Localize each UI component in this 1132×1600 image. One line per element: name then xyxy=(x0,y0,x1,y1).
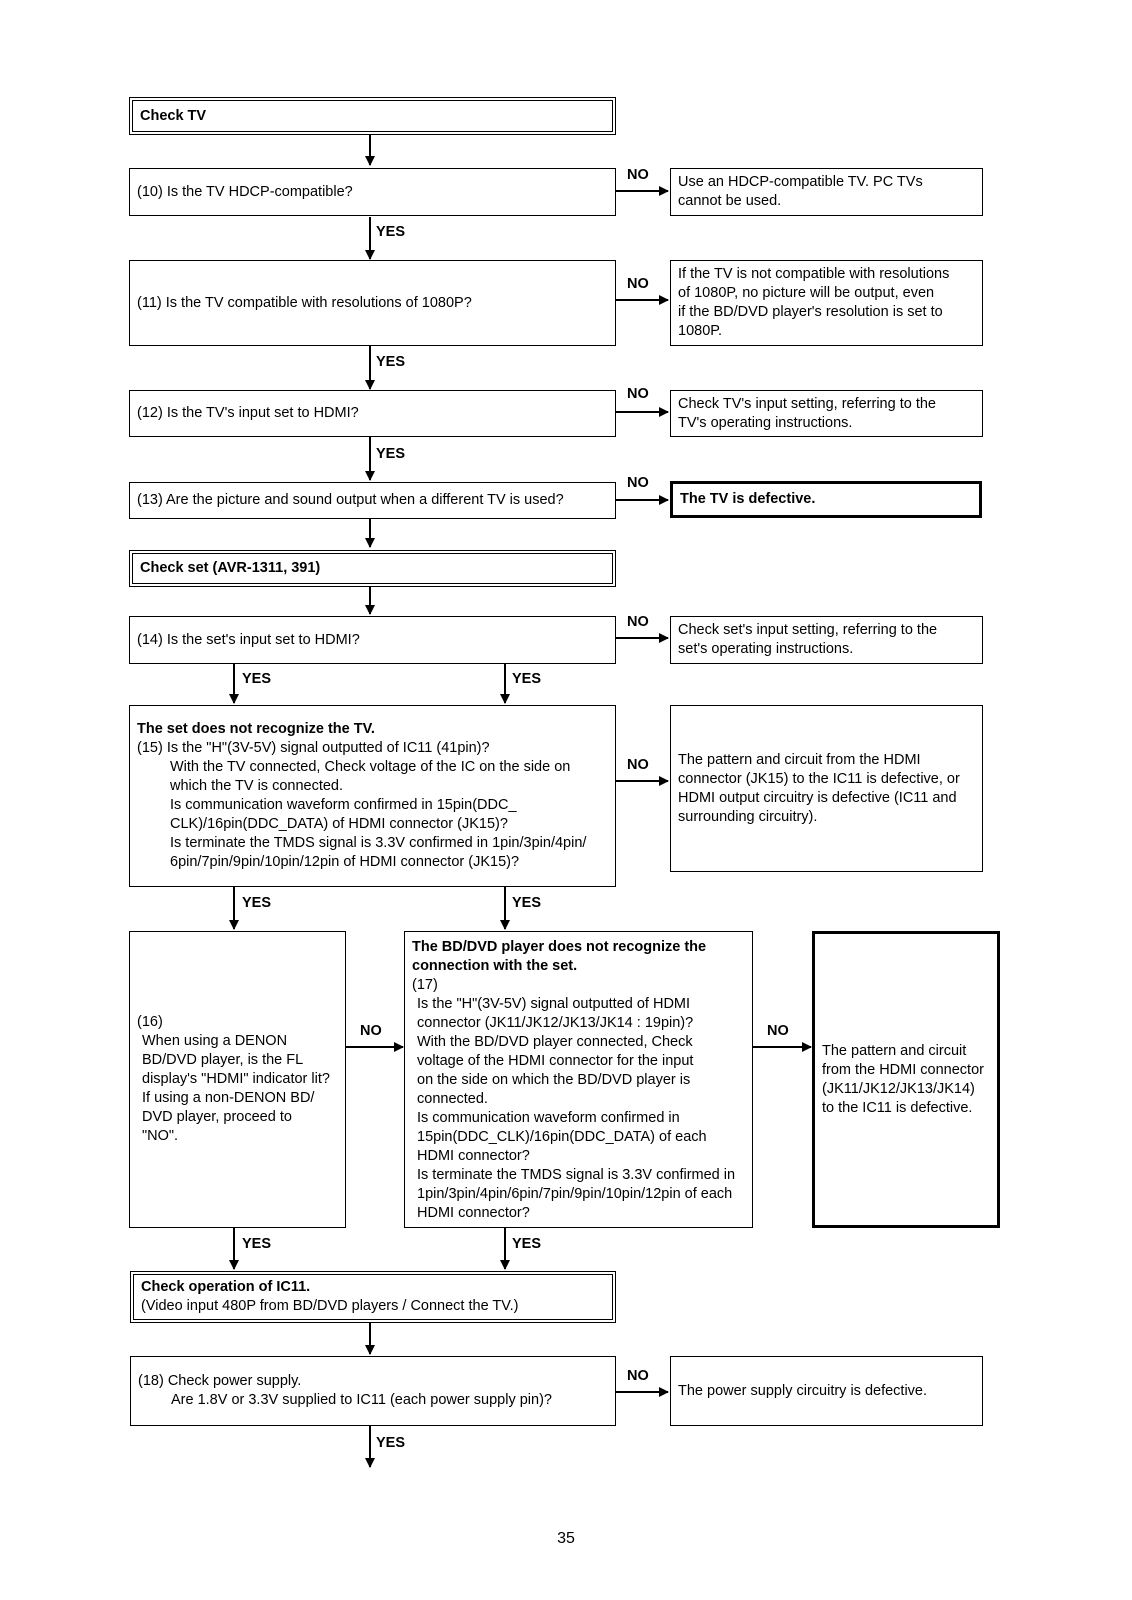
result-text: surrounding circuitry). xyxy=(678,809,818,825)
question-17-line: connector (JK11/JK12/JK13/JK14 : 19pin)? xyxy=(417,1015,694,1031)
no-label: NO xyxy=(627,475,649,491)
no-label: NO xyxy=(627,386,649,402)
result-14-no-box xyxy=(670,616,983,664)
result-text: set's operating instructions. xyxy=(678,641,854,657)
question-18-box xyxy=(130,1356,616,1426)
result-text: from the HDMI connector xyxy=(822,1061,984,1078)
question-15-line: With the TV connected, Check voltage of the IC on the side on xyxy=(170,759,571,775)
result-text: of 1080P, no picture will be output, even xyxy=(678,285,935,301)
question-17-box xyxy=(404,931,753,1228)
result-13-no-box xyxy=(670,481,982,518)
header-check-tv-label: Check TV xyxy=(140,107,207,124)
question-15-line: Is terminate the TMDS signal is 3.3V confirmed in 1pin/3pin/4pin/ xyxy=(170,835,587,851)
result-text: Check set's input setting, referring to the xyxy=(678,622,938,638)
question-18-line: Are 1.8V or 3.3V supplied to IC11 (each power supply pin)? xyxy=(171,1392,552,1408)
header-check-tv xyxy=(129,97,616,135)
no-label: NO xyxy=(767,1023,789,1039)
question-17-line: connected. xyxy=(417,1091,488,1107)
yes-label: YES xyxy=(242,1236,272,1252)
question-15-box xyxy=(129,705,616,887)
question-16-line: BD/DVD player, is the FL xyxy=(142,1052,304,1068)
result-text: connector (JK15) to the IC11 is defective, or xyxy=(678,771,960,787)
result-18-no-box xyxy=(670,1356,983,1426)
yes-label: YES xyxy=(376,446,406,462)
check-ic11-subtitle: (Video input 480P from BD/DVD players / Connect the TV.) xyxy=(141,1298,519,1314)
yes-label: YES xyxy=(376,354,406,370)
yes-label: YES xyxy=(512,1236,542,1252)
question-10-box xyxy=(129,168,616,216)
question-11-box xyxy=(129,260,616,346)
check-ic11-title: Check operation of IC11. xyxy=(141,1279,311,1295)
question-17-title: connection with the set. xyxy=(412,958,578,974)
question-15-line: (15) Is the "H"(3V-5V) signal outputted of IC11 (41pin)? xyxy=(137,740,490,756)
question-17-title: The BD/DVD player does not recognize the xyxy=(412,939,707,955)
no-label: NO xyxy=(627,614,649,630)
question-17-line: (17) xyxy=(412,977,438,993)
yes-label: YES xyxy=(376,1435,406,1451)
result-17-no-box xyxy=(812,931,1000,1228)
question-14-text: (14) Is the set's input set to HDMI? xyxy=(137,631,360,648)
question-13-box xyxy=(129,482,616,519)
no-label: NO xyxy=(360,1023,382,1039)
question-15-line: which the TV is connected. xyxy=(170,778,344,794)
question-15-line: Is communication waveform confirmed in 15pin(DDC_ xyxy=(170,797,517,813)
question-17-line: Is communication waveform confirmed in xyxy=(417,1110,680,1126)
header-check-ic11 xyxy=(130,1271,616,1323)
question-17-line: voltage of the HDMI connector for the input xyxy=(417,1053,694,1069)
result-text: if the BD/DVD player's resolution is set to xyxy=(678,304,943,320)
question-15-line: CLK)/16pin(DDC_DATA) of HDMI connector (JK15)? xyxy=(170,816,508,832)
question-17-line: Is the "H"(3V-5V) signal outputted of HDMI xyxy=(417,996,691,1012)
result-10-no-box xyxy=(670,168,983,216)
yes-label: YES xyxy=(242,671,272,687)
yes-label: YES xyxy=(376,224,406,240)
question-11-text: (11) Is the TV compatible with resolutions of 1080P? xyxy=(137,294,472,311)
header-check-set-label: Check set (AVR-1311, 391) xyxy=(140,560,321,576)
question-16-line: display's "HDMI" indicator lit? xyxy=(142,1071,330,1087)
question-17-line: 1pin/3pin/4pin/6pin/7pin/9pin/10pin/12pin of each xyxy=(417,1186,733,1202)
question-10-text: (10) Is the TV HDCP-compatible? xyxy=(137,183,353,200)
question-12-box xyxy=(129,390,616,437)
result-text: The pattern and circuit from the HDMI xyxy=(678,752,921,768)
yes-label: YES xyxy=(512,895,542,911)
no-label: NO xyxy=(627,276,649,292)
question-13-text: (13) Are the picture and sound output when a different TV is used? xyxy=(137,492,564,508)
no-label: NO xyxy=(627,167,649,183)
question-16-line: When using a DENON xyxy=(142,1033,288,1049)
result-11-no-box xyxy=(670,260,983,346)
result-text: (JK11/JK12/JK13/JK14) xyxy=(822,1080,975,1097)
result-text: to the IC11 is defective. xyxy=(822,1099,973,1116)
question-16-line: (16) xyxy=(137,1014,163,1030)
question-15-title: The set does not recognize the TV. xyxy=(137,721,375,737)
question-12-text: (12) Is the TV's input set to HDMI? xyxy=(137,405,359,421)
question-14-box xyxy=(129,616,616,664)
question-17-line: HDMI connector? xyxy=(417,1205,530,1221)
result-text: The TV is defective. xyxy=(680,491,816,507)
question-17-line: HDMI connector? xyxy=(417,1148,530,1164)
result-text: If the TV is not compatible with resolutions xyxy=(678,266,950,282)
yes-label: YES xyxy=(512,671,542,687)
result-text: HDMI output circuitry is defective (IC11 and xyxy=(678,790,957,806)
question-17-line: on the side on which the BD/DVD player is xyxy=(417,1072,691,1088)
question-15-line: 6pin/7pin/9pin/10pin/12pin of HDMI connector (JK15)? xyxy=(170,854,520,870)
result-text: TV's operating instructions. xyxy=(678,414,853,431)
result-text: The pattern and circuit xyxy=(822,1042,967,1059)
result-text: Use an HDCP-compatible TV. PC TVs xyxy=(678,174,923,190)
question-16-line: DVD player, proceed to xyxy=(142,1109,292,1125)
header-check-set xyxy=(129,550,616,587)
question-16-line: "NO". xyxy=(142,1128,179,1144)
result-text: Check TV's input setting, referring to the xyxy=(678,395,936,412)
result-text: 1080P. xyxy=(678,323,723,339)
no-label: NO xyxy=(627,1368,649,1384)
question-17-line: Is terminate the TMDS signal is 3.3V confirmed in xyxy=(417,1167,736,1183)
result-text: cannot be used. xyxy=(678,193,782,209)
page-number: 35 xyxy=(557,1530,575,1547)
question-16-line: If using a non-DENON BD/ xyxy=(142,1090,315,1106)
question-16-box xyxy=(129,931,346,1228)
question-17-line: 15pin(DDC_CLK)/16pin(DDC_DATA) of each xyxy=(417,1129,707,1145)
result-12-no-box xyxy=(670,390,983,437)
result-15-no-box xyxy=(670,705,983,872)
yes-label: YES xyxy=(242,895,272,911)
no-label: NO xyxy=(627,757,649,773)
question-18-line: (18) Check power supply. xyxy=(138,1373,302,1389)
question-17-line: With the BD/DVD player connected, Check xyxy=(417,1034,693,1050)
result-text: The power supply circuitry is defective. xyxy=(678,1382,928,1399)
